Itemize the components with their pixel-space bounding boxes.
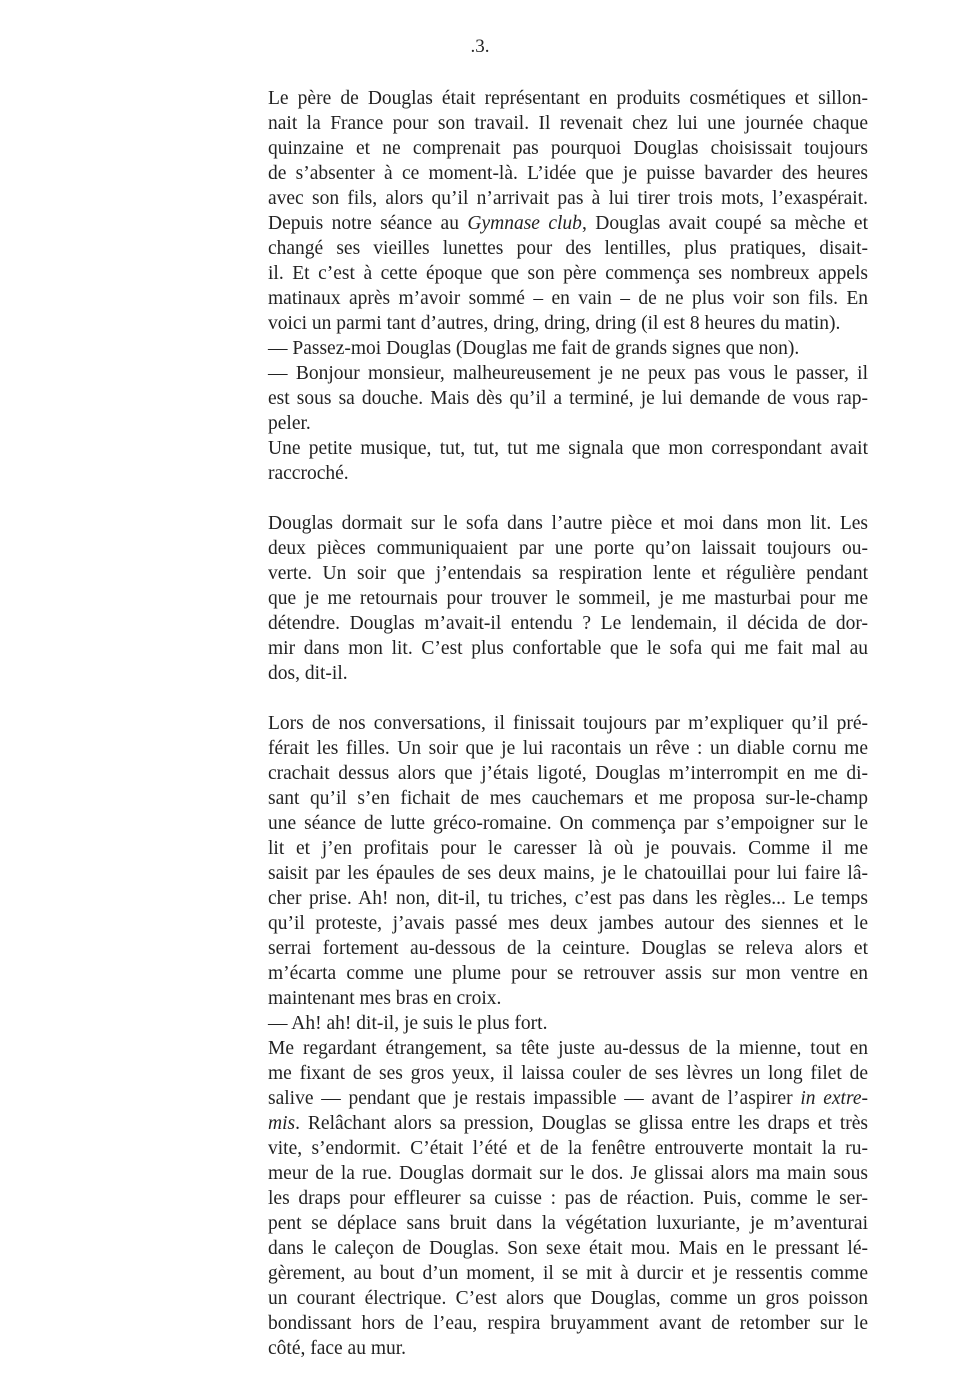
text-line: meur de la rue. Douglas dormait sur le dos. Je glissai alors ma main sous [268,1163,868,1184]
text-line: saisit par les épaules de ses deux mains, je le chatouillai pour lui faire lâ- [268,863,868,884]
text-line: peler. [268,413,311,434]
text-line: mir dans mon lit. C’est plus confortable que le sofa qui me fait mal au [268,638,868,659]
italic-text: in extre- [800,1088,868,1109]
paragraph-gap [268,486,868,511]
text-segment: salive — pendant que je restais impassible — avant de l’aspirer [268,1088,801,1109]
text-line: Une petite musique, tut, tut, tut me signala que mon correspondant avait [268,438,868,459]
text-line: sant qu’il s’en fichait de mes cauchemars et me proposa sur-le-champ [268,788,868,809]
text-line: il. Et c’est à cette époque que son père commença ses nombreux appels [268,263,868,284]
text-line: changé ses vieilles lunettes pour des lentilles, plus pratiques, disait- [268,238,868,259]
italic-text: mis [268,1113,296,1134]
text-line [268,211,868,236]
paragraph [268,511,868,686]
text-line: un courant électrique. C’est alors que Douglas, comme un gros poisson [268,1288,868,1309]
text-line: avec son fils, alors qu’il n’arrivait pas à lui tirer trois mots, l’exaspérait. [268,188,868,209]
text-line: serrai fortement au-dessous de la ceinture. Douglas se releva alors et [268,938,868,959]
text-line: quinzaine et ne comprenait pas pourquoi Douglas choisissait toujours [268,138,868,159]
text-line: maintenant mes bras en croix. [268,988,502,1009]
text-line: de s’absenter à ce moment-là. L’idée que je puisse bavarder des heures [268,163,868,184]
text-line: — Ah! ah! dit-il, je suis le plus fort. [268,1013,548,1034]
text-line: nait la France pour son travail. Il revenait chez lui une journée chaque [268,113,868,134]
text-line: deux pièces communiquaient par une porte qu’on laissait toujours ou- [268,538,868,559]
text-line: férait les filles. Un soir que je lui racontais un rêve : un diable cornu me [268,738,868,759]
text-line [268,1086,868,1111]
text-line: cher prise. Ah! non, dit-il, tu triches, c’est pas dans les règles... Le temps [268,888,868,909]
text-line: raccroché. [268,463,349,484]
text-line: Lors de nos conversations, il finissait toujours par m’expliquer qu’il pré- [268,713,868,734]
text-line: les draps pour effleurer sa cuisse : pas de réaction. Puis, comme le ser- [268,1188,868,1209]
text-line: Le père de Douglas était représentant en produits cosmétiques et sillon- [268,88,868,109]
text-line: crachait dessus alors que j’étais ligoté, Douglas m’interrompit en me di- [268,763,868,784]
text-line: — Passez-moi Douglas (Douglas me fait de grands signes que non). [268,338,800,359]
text-segment: . Relâchant alors sa pression, Douglas se glissa entre les draps et très [295,1113,868,1134]
paragraph-gap [268,686,868,711]
text-line: une séance de lutte gréco-romaine. On commença par s’empoigner sur le [268,813,868,834]
text-line: pent se déplace sans bruit dans la végétation luxuriante, je m’aventurai [268,1213,868,1234]
text-line: Me regardant étrangement, sa tête juste au-dessus de la mienne, tout en [268,1038,868,1059]
text-line [268,1111,868,1136]
text-line: voici un parmi tant d’autres, dring, dring, dring (il est 8 heures du matin). [268,313,841,334]
text-segment: Depuis notre séance au [268,213,468,234]
paragraph [268,711,868,1361]
text-line: est sous sa douche. Mais dès qu’il a terminé, je lui demande de vous rap- [268,388,868,409]
text-line: qu’il proteste, j’avais passé mes deux jambes autour des siennes et le [268,913,868,934]
text-line: dos, dit-il. [268,663,348,684]
text-line: Douglas dormait sur le sofa dans l’autre pièce et moi dans mon lit. Les [268,513,868,534]
text-line: lit et j’en profitais pour le caresser là où je pouvais. Comme il me [268,838,868,859]
text-segment: , Douglas avait coupé sa mèche et [581,213,868,234]
text-line: dans le caleçon de Douglas. Son sexe était mou. Mais en le pressant lé- [268,1238,868,1259]
text-line: détendre. Douglas m’avait-il entendu ? Le lendemain, il décida de dor- [268,613,868,634]
text-line: gèrement, au bout d’un moment, il se mit à durcir et je ressentis comme [268,1263,868,1284]
body-text [268,86,868,1361]
text-line: m’écarta comme une plume pour se retrouver assis sur mon ventre en [268,963,868,984]
text-line: vite, s’endormit. C’était l’été et de la fenêtre entrouverte montait la ru- [268,1138,868,1159]
italic-text: Gymnase club [467,213,582,234]
text-line: que je me retournais pour trouver le sommeil, je me masturbai pour me [268,588,868,609]
paragraph [268,86,868,486]
text-line: côté, face au mur. [268,1338,407,1359]
page-number: .3. [470,36,490,57]
text-line: matinaux après m’avoir sommé – en vain – de ne plus voir son fils. En [268,288,868,309]
text-line: me fixant de ses gros yeux, il laissa couler de ses lèvres un long filet de [268,1063,868,1084]
text-line: bondissant hors de l’eau, respira bruyamment avant de retomber sur le [268,1313,868,1334]
text-line: verte. Un soir que j’entendais sa respiration lente et régulière pendant [268,563,868,584]
text-line: — Bonjour monsieur, malheureusement je ne peux pas vous le passer, il [268,363,868,384]
